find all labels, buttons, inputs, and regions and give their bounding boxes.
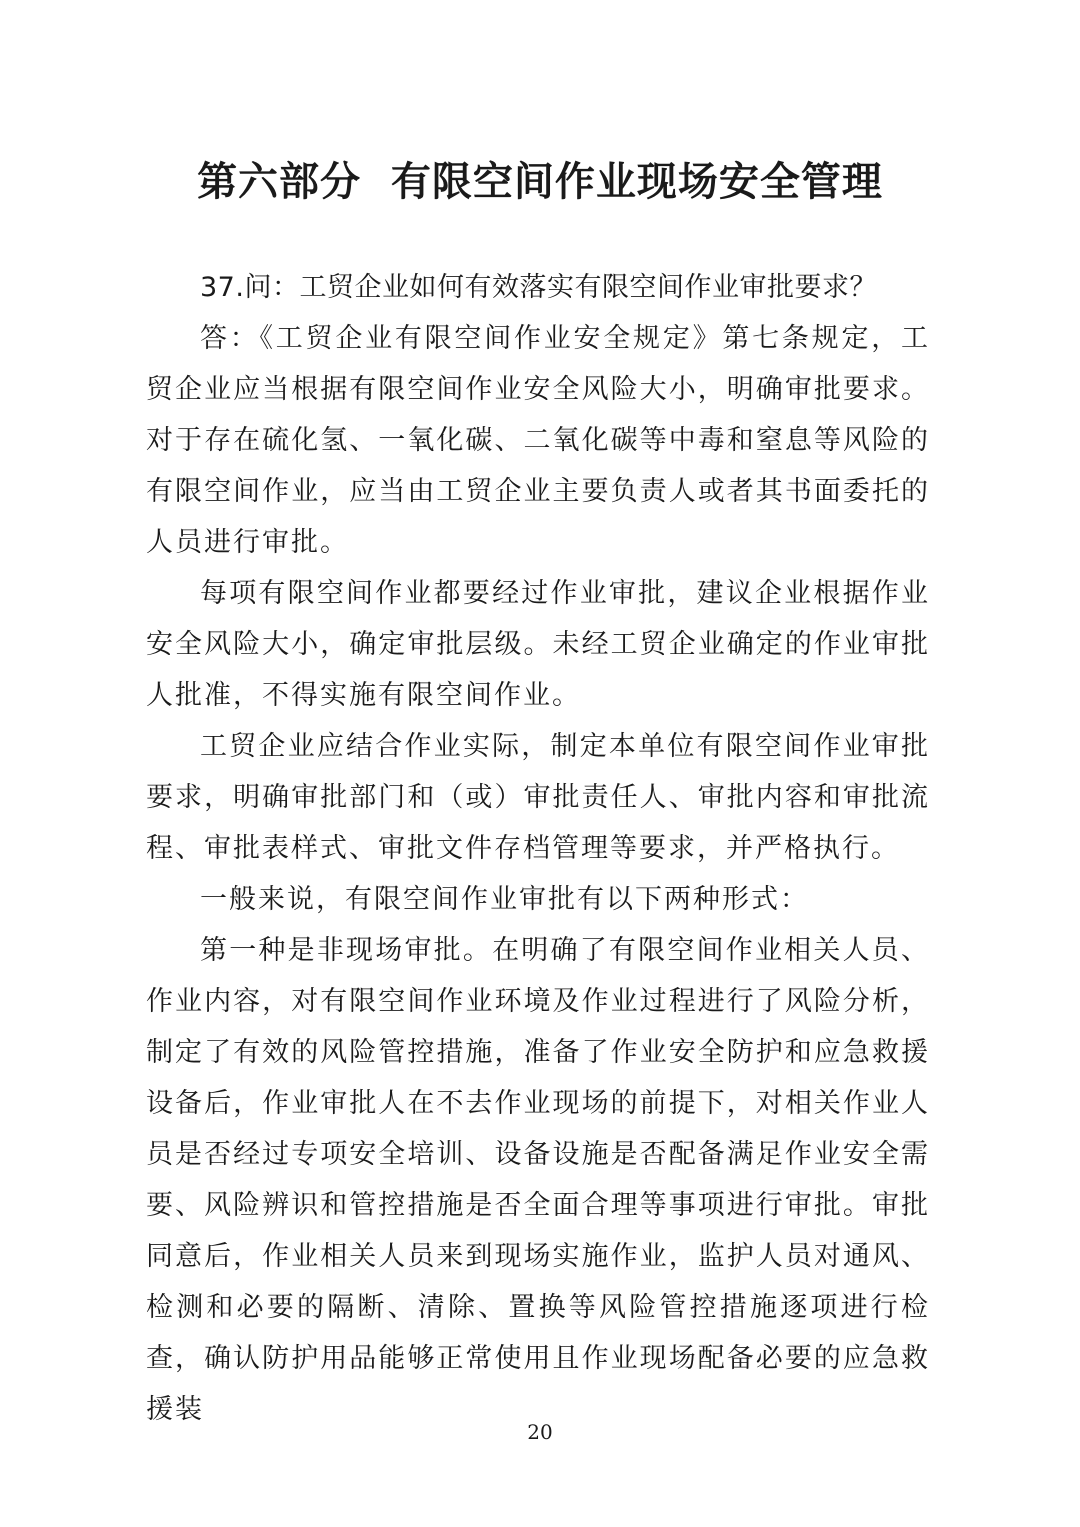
paragraph-offsite-approval: 第一种是非现场审批。在明确了有限空间作业相关人员、作业内容，对有限空间作业环境及作业过程进行了风险分析，制定了有效的风险管控措施，准备了作业安全防护和应急救援设备后，作业审批人在不去作业现场的前提下，对相关作业人员是否经过专项安全培训、设备设施是否配备满足作业安全需要、风险辨识和管控措施是否全面合理等事项进行审批。审批同意后，作业相关人员来到现场实施作业，监护人员对通风、检测和必要的隔断、清除、置换等风险管控措施逐项进行检查，确认防护用品能够正常使用且作业现场配备必要的应急救援装 — [146, 935, 930, 1425]
page-number: 20 — [527, 1420, 553, 1444]
section-title: 第六部分 有限空间作业现场安全管理 — [197, 159, 883, 205]
document-body — [146, 262, 930, 1435]
paragraph-two-forms: 一般来说，有限空间作业审批有以下两种形式： — [200, 884, 809, 915]
paragraph-approval-requirements: 工贸企业应结合作业实际，制定本单位有限空间作业审批要求，明确审批部门和（或）审批责任人、审批内容和审批流程、审批表样式、审批文件存档管理等要求，并严格执行。 — [146, 731, 930, 864]
paragraph-approval-levels: 每项有限空间作业都要经过作业审批，建议企业根据作业安全风险大小，确定审批层级。未经工贸企业确定的作业审批人批准，不得实施有限空间作业。 — [146, 578, 930, 711]
question-heading: 37.问：工贸企业如何有效落实有限空间作业审批要求？ — [200, 272, 877, 303]
paragraph-answer: 答：《工贸企业有限空间作业安全规定》第七条规定，工贸企业应当根据有限空间作业安全风险大小，明确审批要求。对于存在硫化氢、一氧化碳、二氧化碳等中毒和窒息等风险的有限空间作业，应当由工贸企业主要负责人或者其书面委托的人员进行审批。 — [146, 323, 930, 558]
